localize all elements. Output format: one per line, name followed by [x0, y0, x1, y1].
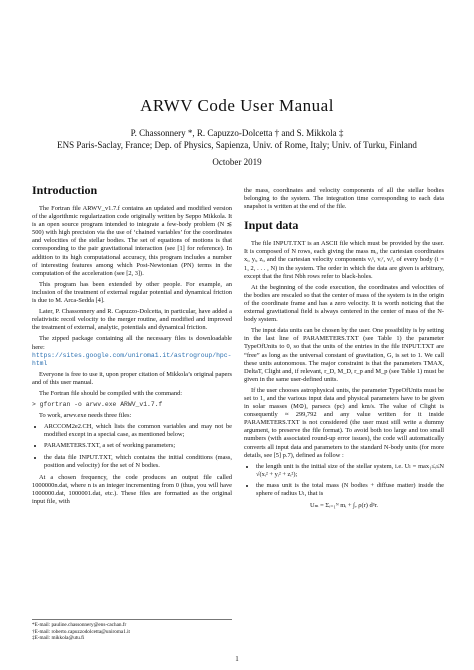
page-number: 1 [235, 655, 239, 663]
intro-paragraph-3: Later, P. Chassonnery and R. Capuzzo-Dolcetta, in particular, have added a relativistic recoil velocity to the merger routine, and modified and improved the treatment of external, analytic, potentials and dynamical friction. [32, 308, 232, 332]
mass-unit-equation: Uₘ = Σᵢ₌₁ᴺ mᵢ + ∫ᵥ ρ(r) d³r. [310, 502, 378, 510]
affiliations: ENS Paris-Saclay, France; Dep. of Physics, Sapienza, Univ. of Rome, Italy; Univ. of Turku, Finland [57, 140, 417, 150]
date: October 2019 [212, 157, 262, 167]
list-item: • the length unit is the initial size of the stellar system, i.e. Uₗ = max₁≤ᵢ≤N √(xᵢ² + yᵢ² + zᵢ²); [256, 463, 444, 479]
intro-paragraph-4 [32, 335, 232, 367]
input-paragraph-2: At the beginning of the code execution, the coordinates and velocities of the bodies are rescaled so that the center of mass of the system is in the origin of the coordinate frame and has a zero velocity. It is worth noticing that the external gravitational field is always centered in the center of mass of the N-body system. [244, 283, 444, 324]
list-item: • PARAMETERS.TXT, a set of working parameters; [44, 442, 232, 450]
intro-paragraph-8: At a chosen frequency, the code produces an output file called 1000000n.dat, where n is an integer incrementing from 0 (thus, you will have 1000000.dat, 1000001.dat, etc.). These files are formatted as the original input file, with [32, 473, 232, 505]
download-text: The zipped package containing all the necessary files is downloadable here: [32, 335, 232, 351]
footnote: ‡E-mail: mikkola@utu.fi [32, 635, 85, 642]
left-column [32, 184, 232, 509]
intro-paragraph-6: The Fortran file should be compiled with the command: [39, 389, 183, 397]
input-paragraph-3: The input data units can be chosen by the user. One possibility is by setting in the last line of PARAMETERS.TXT (see Table 1) the parameter TypeOfUnits to 0, so that the units of the entries in the file INPUT.TXT are “free” as long as the universal constant of gravitation, G, is set to 1. We call these units autonomous. The major constraint is that the parameters TMAX, DeltaT, Clight and, if relevant, r_D, M_D, r_p and M_p (see Table 1) must be given in the same user-defined units. [244, 327, 444, 383]
right-column [244, 187, 444, 514]
footnote: †E-mail: roberto.capuzzodolcetta@uniroma1.it [32, 628, 130, 635]
download-link[interactable]: https://sites.google.com/uniroma1.it/astrogroup/hpc-html [32, 351, 232, 367]
compile-command: > gfortran -o arwv.exe ARWV_v1.7.f [32, 401, 163, 409]
continued-paragraph: the mass, coordinates and velocity components of all the stellar bodies belonging to the system. The integration time corresponding to each data snapshot is written at the end of the file. [244, 187, 444, 211]
section-heading-input-data: Input data [244, 218, 299, 233]
input-paragraph-4: If the user chooses astrophysical units, the parameter TypeOfUnits must be set to 1, and the various input data and physical parameters have to be given in solar masses (M⊙), parsecs (pc) and km/s. The value of Clight is consequently ≈ 299,792 and any value written for it inside PARAMETERS.TXT is not considered (the user must still write a dummy argument, to preserve the file format). To avoid both too large and too small numbers (with associated round-up error issues), the code will automatically converts all input data and parameters to the standard N-body units (for more details, see [5] p.7), defined as follow : [244, 386, 444, 459]
section-heading-introduction: Introduction [32, 183, 98, 197]
page-title: ARWV Code User Manual [140, 96, 334, 115]
required-files-list [32, 423, 232, 469]
footnotes [32, 619, 232, 642]
author-block [0, 127, 474, 151]
authors: P. Chassonnery *, R. Capuzzo-Dolcetta † and S. Mikkola ‡ [130, 128, 344, 138]
intro-paragraph-7: To work, arwv.exe needs three files: [39, 412, 132, 420]
input-paragraph-1: The file INPUT.TXT is an ASCII file which must be provided by the user. It is composed of N rows, each giving the mass mᵢ, the cartesian coordinates xᵢ, yᵢ, zᵢ, and the cartesian velocity components vᵢˣ, vᵢʸ, vᵢᶻ, of every body (i = 1, 2, . . . , N) in the system. The order in which the data are given is arbitrary, except that the first Nbh rows refer to black-holes. [244, 240, 444, 280]
intro-paragraph-2: This program has been extended by other people. For example, an inclusion of the treatment of external regular potential and dynamical friction is due to M. Arca-Sedda [4]. [32, 280, 232, 305]
list-item: • ARCCOM2e2.CH, which lists the common variables and may not be modified except in a special case, as mentioned below; [44, 423, 232, 439]
intro-paragraph-1: The Fortran file ARWV_v1.7.f contains an updated and modified version of the algorithmic regularization code originally written by Seppo Mikkola. It is an open source program intended to integrate a few-body problem (N ≲ 500) with high precision via the use of ‘chained variables’ for the coordinates and velocities of the stellar bodies. The set of equations of motions is that corresponding to the pair gravitational interaction (see [1] for reference). In addition to its high computational accuracy, this program includes a number of interesting features among which Post-Newtonian (PN) terms in the computation of the acceleration (see [2, 3]). [32, 205, 232, 277]
intro-paragraph-5: Everyone is free to use it, upon proper citation of Mikkola’s original papers and of this user manual. [32, 370, 232, 386]
units-list [244, 463, 444, 498]
footnote: *E-mail: pauline.chassonnery@ens-cachan.fr [32, 622, 127, 628]
list-item: • the mass unit is the total mass (N bodies + diffuse matter) inside the sphere of radius Uₗ, that is [256, 482, 444, 498]
list-item: • the data file INPUT.TXT, which contains the initial conditions (mass, position and velocity) for the set of N bodies. [44, 454, 232, 470]
